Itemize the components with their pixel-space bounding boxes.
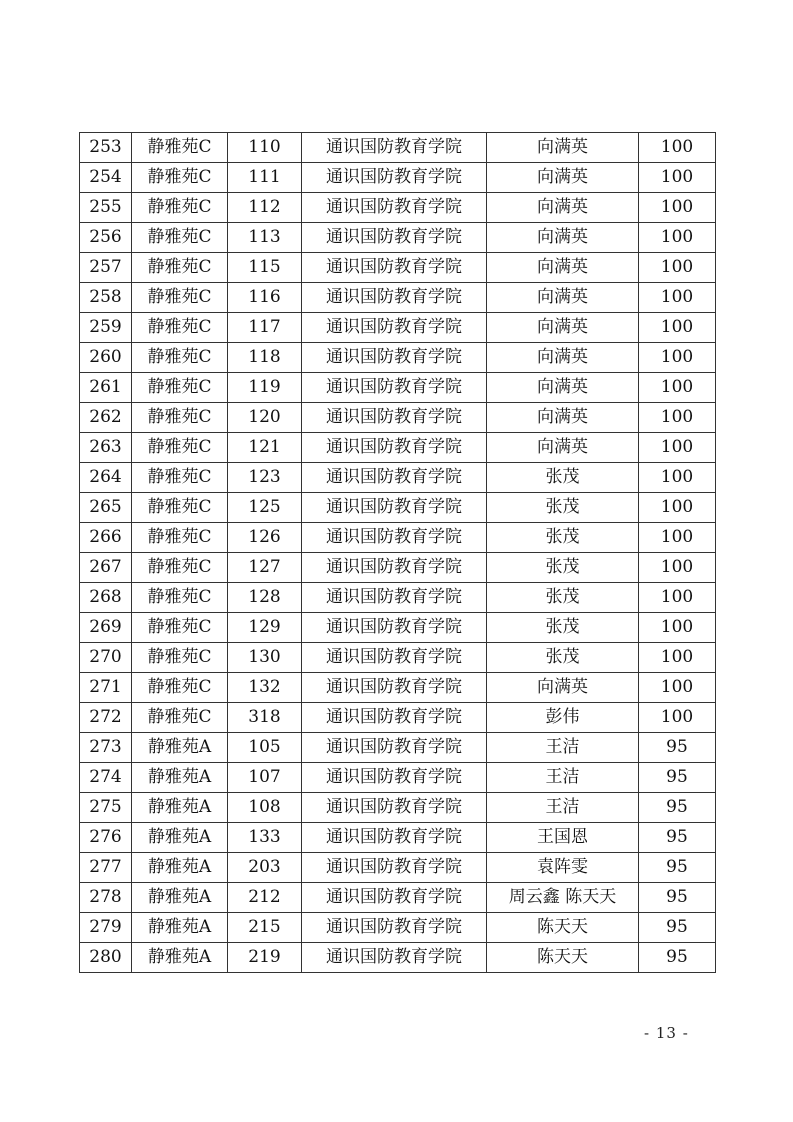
score-cell: 95 [639,883,716,913]
table-row [80,793,716,823]
table-row [80,673,716,703]
score-cell: 100 [639,703,716,733]
score-cell: 95 [639,823,716,853]
building-cell: 静雅苑C [132,223,228,253]
college-cell: 通识国防教育学院 [302,763,487,793]
teacher-cell: 向满英 [487,403,639,433]
teacher-cell: 向满英 [487,253,639,283]
room-number-cell: 118 [228,343,302,373]
building-cell: 静雅苑C [132,673,228,703]
college-cell: 通识国防教育学院 [302,463,487,493]
row-number-cell: 276 [80,823,132,853]
table-row [80,943,716,973]
college-cell: 通识国防教育学院 [302,793,487,823]
room-number-cell: 113 [228,223,302,253]
building-cell: 静雅苑C [132,643,228,673]
score-cell: 100 [639,373,716,403]
building-cell: 静雅苑C [132,553,228,583]
row-number-cell: 256 [80,223,132,253]
score-cell: 95 [639,763,716,793]
building-cell: 静雅苑C [132,523,228,553]
table-row [80,823,716,853]
teacher-cell: 向满英 [487,163,639,193]
row-number-cell: 269 [80,613,132,643]
college-cell: 通识国防教育学院 [302,493,487,523]
table-row [80,283,716,313]
teacher-cell: 王洁 [487,793,639,823]
college-cell: 通识国防教育学院 [302,403,487,433]
teacher-cell: 张茂 [487,523,639,553]
room-number-cell: 126 [228,523,302,553]
table-row [80,583,716,613]
teacher-cell: 向满英 [487,313,639,343]
row-number-cell: 254 [80,163,132,193]
score-cell: 95 [639,943,716,973]
teacher-cell: 张茂 [487,583,639,613]
building-cell: 静雅苑C [132,583,228,613]
row-number-cell: 261 [80,373,132,403]
teacher-cell: 王国恩 [487,823,639,853]
building-cell: 静雅苑C [132,283,228,313]
building-cell: 静雅苑C [132,703,228,733]
room-number-cell: 107 [228,763,302,793]
teacher-cell: 向满英 [487,373,639,403]
score-cell: 100 [639,433,716,463]
table-row [80,553,716,583]
teacher-cell: 张茂 [487,493,639,523]
teacher-cell: 周云鑫 陈天天 [487,883,639,913]
teacher-cell: 张茂 [487,613,639,643]
table-row [80,133,716,163]
table-row [80,313,716,343]
college-cell: 通识国防教育学院 [302,253,487,283]
teacher-cell: 向满英 [487,283,639,313]
row-number-cell: 277 [80,853,132,883]
teacher-cell: 向满英 [487,193,639,223]
row-number-cell: 253 [80,133,132,163]
row-number-cell: 255 [80,193,132,223]
room-number-cell: 105 [228,733,302,763]
room-number-cell: 120 [228,403,302,433]
room-number-cell: 127 [228,553,302,583]
room-number-cell: 125 [228,493,302,523]
college-cell: 通识国防教育学院 [302,583,487,613]
building-cell: 静雅苑A [132,733,228,763]
table-row [80,613,716,643]
teacher-cell: 向满英 [487,223,639,253]
college-cell: 通识国防教育学院 [302,703,487,733]
building-cell: 静雅苑A [132,793,228,823]
college-cell: 通识国防教育学院 [302,283,487,313]
row-number-cell: 267 [80,553,132,583]
college-cell: 通识国防教育学院 [302,613,487,643]
building-cell: 静雅苑A [132,823,228,853]
table-row [80,403,716,433]
table-row [80,343,716,373]
teacher-cell: 王洁 [487,763,639,793]
room-number-cell: 119 [228,373,302,403]
score-cell: 95 [639,793,716,823]
row-number-cell: 272 [80,703,132,733]
teacher-cell: 陈天天 [487,913,639,943]
college-cell: 通识国防教育学院 [302,823,487,853]
row-number-cell: 278 [80,883,132,913]
room-number-cell: 112 [228,193,302,223]
building-cell: 静雅苑C [132,343,228,373]
score-cell: 100 [639,523,716,553]
building-cell: 静雅苑C [132,193,228,223]
room-number-cell: 115 [228,253,302,283]
room-number-cell: 129 [228,613,302,643]
teacher-cell: 彭伟 [487,703,639,733]
college-cell: 通识国防教育学院 [302,223,487,253]
building-cell: 静雅苑A [132,913,228,943]
building-cell: 静雅苑C [132,373,228,403]
teacher-cell: 陈天天 [487,943,639,973]
score-cell: 100 [639,253,716,283]
room-number-cell: 203 [228,853,302,883]
building-cell: 静雅苑C [132,613,228,643]
college-cell: 通识国防教育学院 [302,523,487,553]
score-cell: 100 [639,133,716,163]
row-number-cell: 262 [80,403,132,433]
row-number-cell: 273 [80,733,132,763]
room-number-cell: 128 [228,583,302,613]
college-cell: 通识国防教育学院 [302,883,487,913]
room-number-cell: 318 [228,703,302,733]
college-cell: 通识国防教育学院 [302,913,487,943]
score-cell: 100 [639,193,716,223]
room-number-cell: 219 [228,943,302,973]
table-row [80,493,716,523]
building-cell: 静雅苑C [132,253,228,283]
table-row [80,763,716,793]
room-number-cell: 116 [228,283,302,313]
page-number: - 13 - [644,1024,689,1042]
row-number-cell: 274 [80,763,132,793]
teacher-cell: 向满英 [487,133,639,163]
table-row [80,373,716,403]
teacher-cell: 张茂 [487,463,639,493]
college-cell: 通识国防教育学院 [302,733,487,763]
building-cell: 静雅苑A [132,943,228,973]
row-number-cell: 279 [80,913,132,943]
teacher-cell: 张茂 [487,643,639,673]
score-cell: 100 [639,583,716,613]
row-number-cell: 263 [80,433,132,463]
room-number-cell: 123 [228,463,302,493]
row-number-cell: 258 [80,283,132,313]
teacher-cell: 向满英 [487,343,639,373]
table-row [80,193,716,223]
score-cell: 100 [639,553,716,583]
teacher-cell: 张茂 [487,553,639,583]
row-number-cell: 265 [80,493,132,523]
building-cell: 静雅苑C [132,313,228,343]
college-cell: 通识国防教育学院 [302,643,487,673]
table-row [80,463,716,493]
college-cell: 通识国防教育学院 [302,343,487,373]
score-cell: 100 [639,343,716,373]
row-number-cell: 260 [80,343,132,373]
building-cell: 静雅苑A [132,763,228,793]
table-row [80,523,716,553]
table-row [80,913,716,943]
teacher-cell: 王洁 [487,733,639,763]
row-number-cell: 257 [80,253,132,283]
row-number-cell: 268 [80,583,132,613]
row-number-cell: 270 [80,643,132,673]
room-number-cell: 108 [228,793,302,823]
dormitory-score-table [79,132,716,973]
college-cell: 通识国防教育学院 [302,433,487,463]
row-number-cell: 275 [80,793,132,823]
college-cell: 通识国防教育学院 [302,673,487,703]
building-cell: 静雅苑C [132,463,228,493]
score-cell: 100 [639,493,716,523]
table-row [80,643,716,673]
building-cell: 静雅苑C [132,403,228,433]
college-cell: 通识国防教育学院 [302,133,487,163]
table-row [80,163,716,193]
table-row [80,253,716,283]
building-cell: 静雅苑A [132,883,228,913]
building-cell: 静雅苑C [132,133,228,163]
table-row [80,703,716,733]
teacher-cell: 袁阵雯 [487,853,639,883]
score-cell: 100 [639,463,716,493]
room-number-cell: 133 [228,823,302,853]
college-cell: 通识国防教育学院 [302,193,487,223]
row-number-cell: 259 [80,313,132,343]
room-number-cell: 212 [228,883,302,913]
row-number-cell: 264 [80,463,132,493]
table-row [80,733,716,763]
building-cell: 静雅苑C [132,163,228,193]
score-cell: 100 [639,313,716,343]
row-number-cell: 266 [80,523,132,553]
college-cell: 通识国防教育学院 [302,163,487,193]
score-cell: 100 [639,223,716,253]
score-cell: 100 [639,163,716,193]
score-cell: 100 [639,283,716,313]
score-cell: 95 [639,913,716,943]
college-cell: 通识国防教育学院 [302,553,487,583]
score-cell: 95 [639,853,716,883]
score-cell: 100 [639,403,716,433]
room-number-cell: 117 [228,313,302,343]
score-cell: 95 [639,733,716,763]
table-row [80,223,716,253]
college-cell: 通识国防教育学院 [302,943,487,973]
building-cell: 静雅苑C [132,433,228,463]
college-cell: 通识国防教育学院 [302,853,487,883]
score-cell: 100 [639,673,716,703]
room-number-cell: 111 [228,163,302,193]
room-number-cell: 110 [228,133,302,163]
teacher-cell: 向满英 [487,433,639,463]
table-row [80,883,716,913]
room-number-cell: 130 [228,643,302,673]
room-number-cell: 121 [228,433,302,463]
row-number-cell: 280 [80,943,132,973]
room-number-cell: 132 [228,673,302,703]
college-cell: 通识国防教育学院 [302,313,487,343]
room-number-cell: 215 [228,913,302,943]
teacher-cell: 向满英 [487,673,639,703]
college-cell: 通识国防教育学院 [302,373,487,403]
table-row [80,433,716,463]
building-cell: 静雅苑C [132,493,228,523]
table-body [80,133,716,973]
score-cell: 100 [639,643,716,673]
building-cell: 静雅苑A [132,853,228,883]
row-number-cell: 271 [80,673,132,703]
table-row [80,853,716,883]
score-cell: 100 [639,613,716,643]
